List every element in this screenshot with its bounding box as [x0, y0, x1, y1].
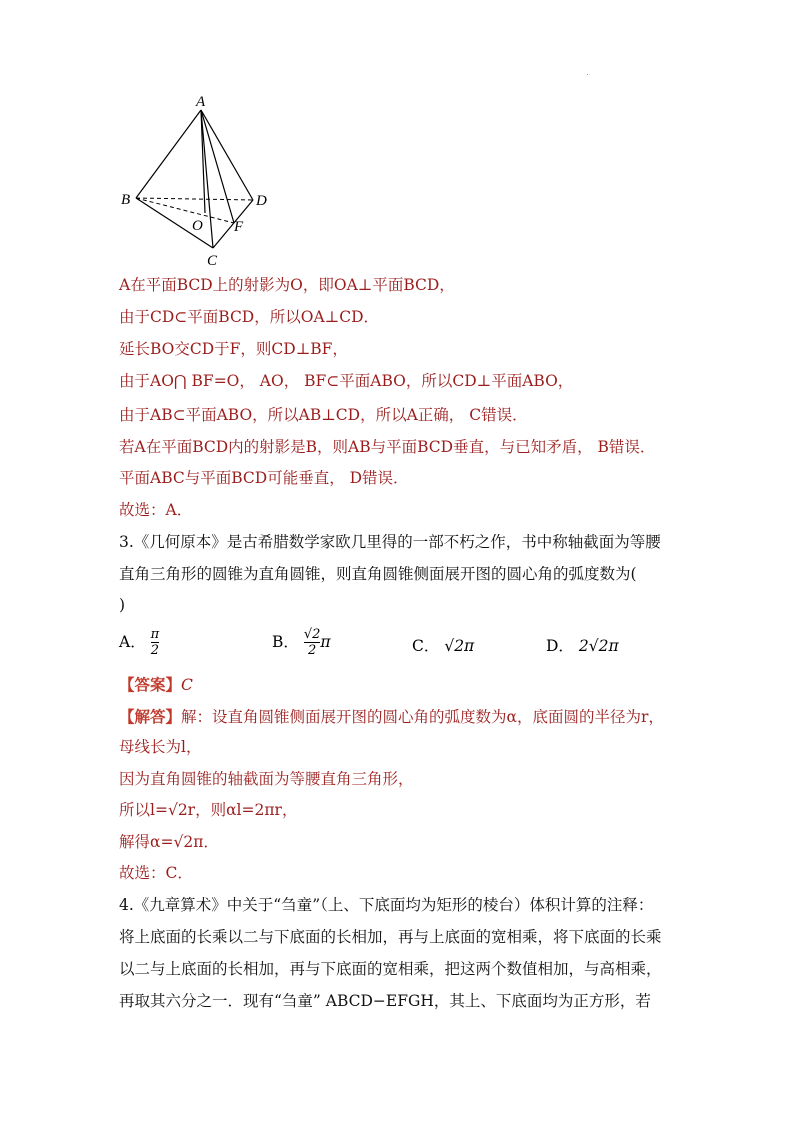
fraction: $\frac{\pi}{2}$: [150, 627, 160, 658]
edge-AD: [201, 110, 253, 200]
label-A: A: [196, 94, 206, 110]
edge-CD: [213, 200, 253, 248]
solution-line: 平面ABC与平面BCD可能垂直， D错误．: [119, 469, 409, 487]
segment-BF: [136, 198, 234, 223]
question-3-line: 直角三角形的圆锥为直角圆锥，则直角圆锥侧面展开图的圆心角的弧度数为(: [119, 565, 637, 583]
label-C: C: [207, 253, 218, 268]
option-c: C． √2π: [412, 637, 475, 655]
solution-line: 延长BO交CD于F，则CD⊥BF，: [119, 340, 348, 358]
edge-BD: [136, 198, 253, 200]
choose-line: 故选：A．: [119, 501, 193, 519]
answer-tag: 【答案】: [119, 675, 182, 694]
solution-3-line: 因为直角圆锥的轴截面为等腰直角三角形，: [119, 770, 414, 788]
edge-AB: [136, 110, 201, 198]
solution-line: 由于CD⊂平面BCD，所以OA⊥CD．: [119, 308, 380, 326]
solution-line: 若A在平面BCD内的射影是B，则AB与平面BCD垂直，与已知矛盾， B错误．: [119, 438, 656, 456]
option-b: B． $\frac{√2}{2}$ π: [272, 627, 331, 658]
option-a: A． $\frac{\pi}{2}$: [119, 627, 160, 658]
solution-tag: 【解答】: [119, 707, 182, 726]
solution-3-line: 母线长为l，: [119, 738, 202, 756]
question-4-line: 将上底面的长乘以二与下底面的长相加，再与上底面的宽相乘，将下底面的长乘: [119, 928, 662, 946]
question-3-line: 3.《几何原本》是古希腊数学家欧几里得的一部不朽之作，书中称轴截面为等腰: [119, 533, 661, 551]
question-4-line: 再取其六分之一．现有“刍童” ABCD−EFGH，其上、下底面均为正方形，若: [119, 992, 651, 1010]
solution-3-line: 所以l=√2r，则αl=2πr，: [119, 801, 298, 819]
label-B: B: [121, 192, 131, 208]
solution-line: 由于AB⊂平面ABO，所以AB⊥CD，所以A正确， C错误．: [119, 406, 528, 424]
label-D: D: [256, 193, 267, 209]
answer-line: [119, 674, 679, 696]
solution-3-line: 【解答】解：设直角圆锥侧面展开图的圆心角的弧度数为α，底面圆的半径为r，: [119, 707, 664, 726]
question-4-line: 以二与上底面的长相加，再与下底面的宽相乘，把这两个数值相加，与高相乘，: [119, 960, 662, 978]
question-4-line: 4.《九章算术》中关于“刍童”（上、下底面均为矩形的棱台）体积计算的注释：: [119, 896, 654, 914]
segment-AO: [201, 110, 205, 213]
corner-mark: [587, 74, 588, 75]
label-O: O: [192, 218, 203, 234]
option-d: D． 2√2π: [546, 637, 619, 655]
question-3-line: ): [119, 596, 126, 614]
solution-line: 由于AO⋂ BF=O， AO， BF⊂平面ABO，所以CD⊥平面ABO，: [119, 372, 574, 390]
tetrahedron-figure: [110, 88, 280, 268]
solution-line: A在平面BCD上的射影为O，即OA⊥平面BCD，: [119, 276, 455, 294]
choose-line: 故选：C．: [119, 864, 193, 882]
answer-value: C: [181, 676, 193, 694]
label-F: F: [234, 219, 244, 235]
fraction: $\frac{√2}{2}$: [303, 627, 321, 658]
solution-3-line: 解得α=√2π．: [119, 833, 219, 851]
